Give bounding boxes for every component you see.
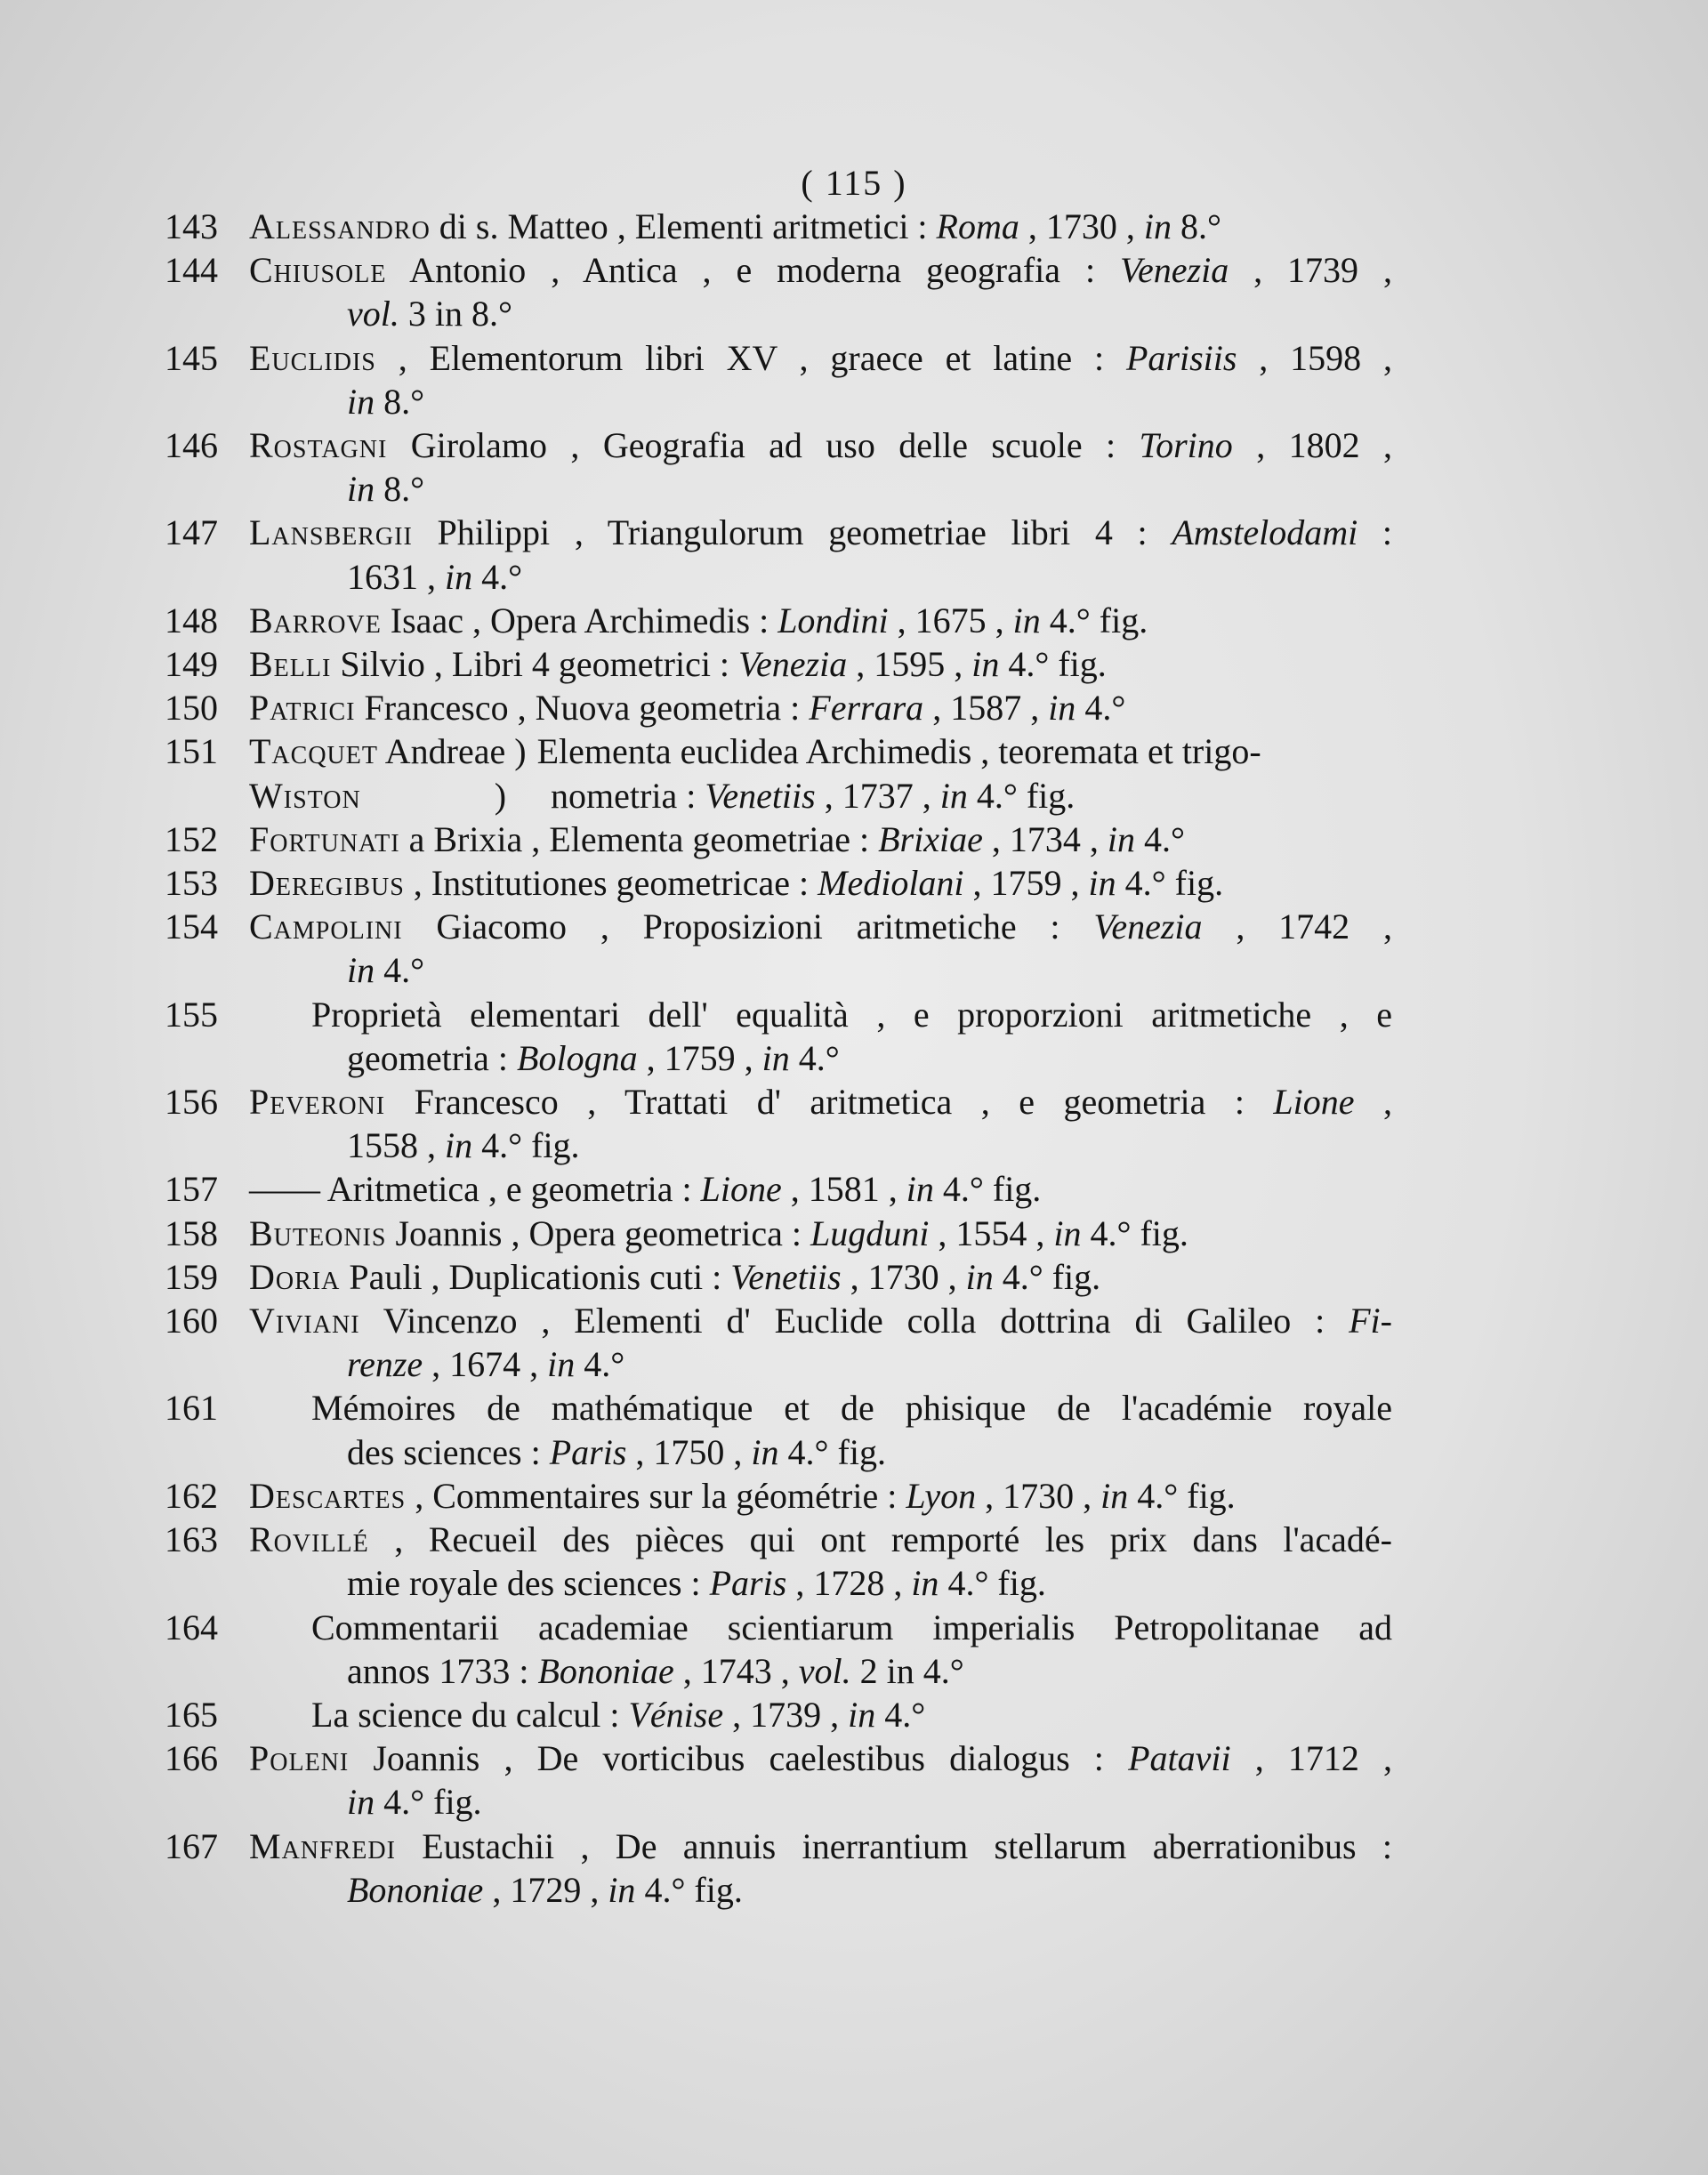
catalog-entry — [165, 686, 1392, 729]
place-of-publication: Venezia — [1120, 250, 1229, 291]
author-name: Tacquet — [249, 731, 378, 772]
entry-line — [249, 248, 1392, 292]
author-name: Viviani — [249, 1301, 360, 1341]
entry-line — [249, 642, 1392, 686]
entry-text: Silvio , Libri 4 geometrici : — [331, 644, 739, 685]
entry-line — [249, 1430, 1392, 1474]
format-label: in — [347, 381, 375, 422]
format-label: in — [1143, 206, 1172, 246]
format-label: in — [1048, 688, 1076, 729]
format-label: in — [761, 1037, 790, 1078]
entry-year: , 1743 , — [673, 1650, 799, 1691]
entry-year: , 1581 , — [781, 1169, 906, 1210]
entry-text: Commentarii academiae scientiarum imperialis Petropolitanae ad — [311, 1607, 1392, 1647]
author-name: Peveroni — [249, 1082, 386, 1123]
format-size: 4.° fig. — [1081, 1212, 1188, 1253]
entry-line — [249, 423, 1392, 467]
catalog-entry — [165, 1386, 1392, 1473]
author-name: Deregibus — [249, 863, 405, 904]
entry-text: Joannis , De vorticibus caelestibus dialogus : — [349, 1738, 1129, 1779]
entry-line — [249, 948, 1392, 992]
author-name: Chiusole — [249, 250, 387, 291]
catalog-entry — [165, 1825, 1392, 1912]
entry-number: 160 — [165, 1301, 218, 1341]
entry-year: , 1730 , — [976, 1475, 1101, 1516]
entry-line — [249, 1474, 1392, 1518]
catalog-entry — [165, 818, 1392, 861]
entry-text: La science du calcul : — [311, 1694, 629, 1735]
catalog-entry — [165, 1212, 1392, 1255]
entry-line — [249, 555, 1392, 599]
format-size: 4.° — [1076, 688, 1126, 729]
catalog-entry — [165, 423, 1392, 511]
place-of-publication: Lione — [1273, 1082, 1355, 1123]
entry-line — [249, 511, 1392, 554]
catalog-entry — [165, 511, 1392, 598]
author-name: Descartes — [249, 1475, 407, 1516]
format-label: in — [608, 1869, 636, 1910]
catalog-entry — [165, 248, 1392, 335]
entry-year: , 1759 , — [963, 863, 1089, 904]
entry-year: : — [1358, 512, 1393, 553]
entry-text: , Elementorum libri XV , graece et latine : — [375, 337, 1126, 378]
author-name: Rostagni — [249, 425, 388, 466]
place-of-publication: Vénise — [628, 1694, 724, 1735]
entry-line — [249, 1649, 1392, 1693]
entry-line — [249, 380, 1392, 423]
author-name: Barrove — [249, 600, 382, 640]
entry-year: , 1742 , — [1202, 906, 1392, 947]
format-size: 8.° — [375, 469, 425, 510]
entry-text: Joannis , Opera geometrica : — [386, 1212, 810, 1253]
entry-line — [249, 774, 1392, 818]
entry-year: , 1730 , — [841, 1256, 966, 1297]
catalog-entry — [165, 729, 1392, 817]
entry-line — [249, 861, 1392, 905]
entry-text: Giacomo , Proposizioni aritmetiche : — [402, 906, 1094, 947]
catalog-entry — [165, 1518, 1392, 1605]
entry-year: , 1712 , — [1230, 1738, 1392, 1779]
author-name: Buteonis — [249, 1212, 387, 1253]
place-of-publication: Bologna — [517, 1037, 638, 1078]
author-name: Belli — [249, 644, 332, 685]
entry-line — [249, 1606, 1392, 1649]
entry-year: , 1595 , — [847, 644, 972, 685]
author-name: Lansbergii — [249, 512, 413, 553]
entry-line — [249, 1736, 1392, 1780]
entry-year: , 1587 , — [923, 688, 1049, 729]
format-size: 4.° fig. — [999, 644, 1107, 685]
entry-text: —— Aritmetica , e geometria : — [249, 1169, 701, 1210]
entry-text: Vincenzo , Elementi d' Euclide colla dottrina di Galileo : — [359, 1301, 1349, 1341]
format-label: in — [445, 556, 473, 597]
catalog-entry — [165, 1080, 1392, 1167]
place-of-publication: Bononiae — [347, 1869, 484, 1910]
format-label: in — [445, 1125, 473, 1166]
author-name: Manfredi — [249, 1825, 396, 1866]
entry-text: geometria : — [347, 1037, 518, 1078]
entry-year: , 1554 , — [929, 1212, 1054, 1253]
entry-line — [249, 1561, 1392, 1605]
entry-text: a Brixia , Elementa geometriae : — [399, 818, 879, 859]
entry-line — [249, 336, 1392, 380]
format-size: 4.° fig. — [933, 1169, 1042, 1210]
format-label: vol. — [798, 1650, 851, 1691]
format-size: 4.° — [575, 1344, 625, 1385]
place-of-publication: Venezia — [1093, 906, 1203, 947]
entry-number: 149 — [165, 644, 218, 685]
format-label: in — [848, 1694, 876, 1735]
catalog-entry — [165, 861, 1392, 905]
entry-year: , 1675 , — [888, 600, 1013, 640]
entry-line — [249, 292, 1392, 335]
entry-text: Pauli , Duplicationis cuti : — [340, 1256, 731, 1297]
place-of-publication: Londini — [777, 600, 889, 640]
entry-text: Antonio , Antica , e moderna geografia : — [386, 250, 1120, 291]
entry-text: 1558 , — [347, 1125, 445, 1166]
entry-year: , 1737 , — [815, 775, 940, 816]
entry-text: , Recueil des pièces qui ont remporté les prix dans l'acadé- — [368, 1519, 1392, 1560]
entry-text: ) — [494, 775, 507, 816]
entry-line — [249, 1080, 1392, 1124]
entry-number: 151 — [165, 731, 218, 772]
format-size: 4.° fig. — [993, 1256, 1101, 1297]
format-label: in — [1012, 600, 1041, 640]
place-of-publication: Venetiis — [730, 1256, 842, 1297]
format-size: 4.° fig. — [1116, 863, 1224, 904]
format-size: 4.° fig. — [778, 1431, 886, 1472]
entry-text: Philippi , Triangulorum geometriae libri 4 : — [412, 512, 1172, 553]
format-label: in — [547, 1344, 576, 1385]
entry-number: 154 — [165, 906, 218, 947]
format-size: 4.° — [875, 1694, 926, 1735]
entry-number: 150 — [165, 688, 218, 729]
entry-number: 158 — [165, 1212, 218, 1253]
format-size: 4.° — [472, 556, 523, 597]
entry-year: , — [1354, 1082, 1392, 1123]
entry-year: , 1729 , — [483, 1869, 608, 1910]
entry-number: 155 — [165, 994, 218, 1035]
entry-text: Wiston — [249, 775, 361, 816]
catalog-entry — [165, 1255, 1392, 1299]
entry-line — [249, 205, 1392, 248]
entry-number: 144 — [165, 250, 218, 291]
entry-year: , 1759 , — [637, 1037, 762, 1078]
entry-year: , 1739 , — [1229, 250, 1392, 291]
format-label: in — [347, 950, 375, 991]
entry-line — [249, 1693, 1392, 1736]
catalog-entry — [165, 1299, 1392, 1386]
format-label: in — [911, 1563, 939, 1604]
catalog-list — [165, 205, 1392, 1912]
entry-line — [249, 686, 1392, 729]
place-of-publication: Lyon — [906, 1475, 977, 1516]
entry-line — [249, 1255, 1392, 1299]
entry-text: Proprietà elementari dell' equalità , e proporzioni aritmetiche , e — [311, 994, 1392, 1035]
entry-year: , 1674 , — [423, 1344, 548, 1385]
format-label: in — [1100, 1475, 1129, 1516]
place-of-publication: Venezia — [738, 644, 848, 685]
place-of-publication: Paris — [549, 1431, 627, 1472]
format-size: 4.° — [789, 1037, 840, 1078]
entry-line — [249, 1780, 1392, 1824]
entry-text: nometria : — [551, 775, 705, 816]
entry-text: Francesco , Trattati d' aritmetica , e geometria : — [385, 1082, 1274, 1123]
format-label: in — [1088, 863, 1116, 904]
place-of-publication: Amstelodami — [1172, 512, 1358, 553]
place-of-publication: renze — [347, 1344, 423, 1385]
author-name: Euclidis — [249, 337, 376, 378]
catalog-entry — [165, 205, 1392, 248]
catalog-entry — [165, 642, 1392, 686]
place-of-publication: Bononiae — [537, 1650, 674, 1691]
entry-text: Eustachii , De annuis inerrantium stellarum aberrationibus : — [395, 1825, 1392, 1866]
entry-line — [249, 1518, 1392, 1561]
format-size: 4.° fig. — [1128, 1475, 1236, 1516]
entry-year: , 1728 , — [786, 1563, 912, 1604]
entry-text: annos 1733 : — [347, 1650, 538, 1691]
place-of-publication: Brixiae — [878, 818, 983, 859]
entry-line — [249, 1342, 1392, 1386]
entry-line — [249, 599, 1392, 642]
author-name: Alessandro — [249, 206, 431, 246]
place-of-publication: Parisiis — [1125, 337, 1237, 378]
format-label: in — [939, 775, 968, 816]
entry-number: 159 — [165, 1256, 218, 1297]
entry-text: Francesco , Nuova geometria : — [355, 688, 810, 729]
author-name: Campolini — [249, 906, 403, 947]
place-of-publication: Paris — [709, 1563, 787, 1604]
format-size: 4.° — [1134, 818, 1185, 859]
entry-text: Andreae ) — [377, 731, 527, 772]
format-size: 4.° — [375, 950, 425, 991]
author-name: Fortunati — [249, 818, 400, 859]
format-label: in — [906, 1169, 934, 1210]
entry-line — [249, 1825, 1392, 1868]
entry-line — [249, 993, 1392, 1036]
format-label: in — [751, 1431, 779, 1472]
entry-text: di s. Matteo , Elementi aritmetici : — [430, 206, 937, 246]
entry-number: 163 — [165, 1519, 218, 1560]
format-label: in — [1107, 818, 1135, 859]
entry-line — [249, 1167, 1392, 1211]
entry-number: 157 — [165, 1169, 218, 1210]
entry-number: 153 — [165, 863, 218, 904]
entry-text: Isaac , Opera Archimedis : — [381, 600, 778, 640]
page-number: ( 115 ) — [801, 163, 907, 203]
entry-line — [249, 1212, 1392, 1255]
place-of-publication: Torino — [1139, 425, 1233, 466]
format-size: 4.° fig. — [472, 1125, 580, 1166]
format-label: in — [971, 644, 1000, 685]
author-name: Patrici — [249, 688, 356, 729]
format-size: 2 in 4.° — [850, 1650, 964, 1691]
entry-line — [249, 467, 1392, 511]
place-of-publication: Fi- — [1349, 1301, 1392, 1341]
entry-number: 161 — [165, 1388, 218, 1429]
format-size: 4.° fig. — [375, 1782, 482, 1823]
entry-text: Elementa euclidea Archimedis , teoremata et trigo- — [536, 731, 1261, 772]
place-of-publication: Patavii — [1128, 1738, 1231, 1779]
entry-number: 152 — [165, 818, 218, 859]
place-of-publication: Mediolani — [818, 863, 964, 904]
format-size: 4.° fig. — [967, 775, 1076, 816]
format-size: 4.° fig. — [1040, 600, 1148, 640]
entry-number: 156 — [165, 1082, 218, 1123]
entry-year: , 1734 , — [982, 818, 1108, 859]
entry-number: 145 — [165, 337, 218, 378]
format-label: in — [347, 469, 375, 510]
catalog-entry — [165, 1606, 1392, 1693]
format-size: 4.° fig. — [635, 1869, 743, 1910]
format-size: 3 in 8.° — [399, 294, 512, 334]
place-of-publication: Lugduni — [810, 1212, 930, 1253]
entry-text: Girolamo , Geografia ad uso delle scuole : — [387, 425, 1140, 466]
place-of-publication: Roma — [936, 206, 1019, 246]
entry-line — [249, 1386, 1392, 1430]
entry-year: , 1802 , — [1232, 425, 1393, 466]
entry-year: , 1598 , — [1237, 337, 1393, 378]
catalog-entry — [165, 1474, 1392, 1518]
entry-line — [249, 905, 1392, 948]
entry-number: 167 — [165, 1825, 218, 1866]
entry-text: mie royale des sciences : — [347, 1563, 710, 1604]
format-size: 4.° fig. — [939, 1563, 1046, 1604]
format-size: 8.° — [1172, 206, 1221, 246]
entry-number: 146 — [165, 425, 218, 466]
catalog-entry — [165, 1736, 1392, 1824]
catalog-entry — [165, 599, 1392, 642]
entry-line — [249, 818, 1392, 861]
entry-number: 166 — [165, 1738, 218, 1779]
entry-line — [249, 729, 1392, 773]
entry-text: 1631 , — [347, 556, 445, 597]
place-of-publication: Lione — [700, 1169, 782, 1210]
author-name: Poleni — [249, 1738, 350, 1779]
entry-text: Mémoires de mathématique et de phisique de l'académie royale — [311, 1388, 1392, 1429]
format-label: in — [965, 1256, 994, 1297]
catalog-entry — [165, 993, 1392, 1080]
entry-number: 148 — [165, 600, 218, 640]
entry-year: , 1739 , — [723, 1694, 849, 1735]
entry-text: , Institutiones geometricae : — [404, 863, 818, 904]
place-of-publication: Ferrara — [809, 688, 924, 729]
entry-year: , 1730 , — [1019, 206, 1144, 246]
entry-line — [249, 1036, 1392, 1080]
entry-number: 147 — [165, 512, 218, 553]
entry-number: 165 — [165, 1694, 218, 1735]
catalog-entry — [165, 336, 1392, 423]
format-label: in — [347, 1782, 375, 1823]
entry-line — [249, 1868, 1392, 1912]
entry-text: , Commentaires sur la géométrie : — [406, 1475, 906, 1516]
catalog-entry — [165, 1167, 1392, 1211]
entry-number: 162 — [165, 1475, 218, 1516]
format-label: in — [1053, 1212, 1082, 1253]
entry-number: 164 — [165, 1607, 218, 1647]
author-name: Doria — [249, 1256, 341, 1297]
entry-year: , 1750 , — [626, 1431, 752, 1472]
place-of-publication: Venetiis — [705, 775, 816, 816]
catalog-entry — [165, 1693, 1392, 1736]
author-name: Rovillé — [249, 1519, 369, 1560]
entry-text: des sciences : — [347, 1431, 550, 1472]
catalog-entry — [165, 905, 1392, 992]
format-size: 8.° — [375, 381, 425, 422]
format-label: vol. — [347, 294, 399, 334]
entry-line — [249, 1299, 1392, 1342]
entry-line — [249, 1124, 1392, 1167]
entry-number: 143 — [165, 206, 218, 246]
